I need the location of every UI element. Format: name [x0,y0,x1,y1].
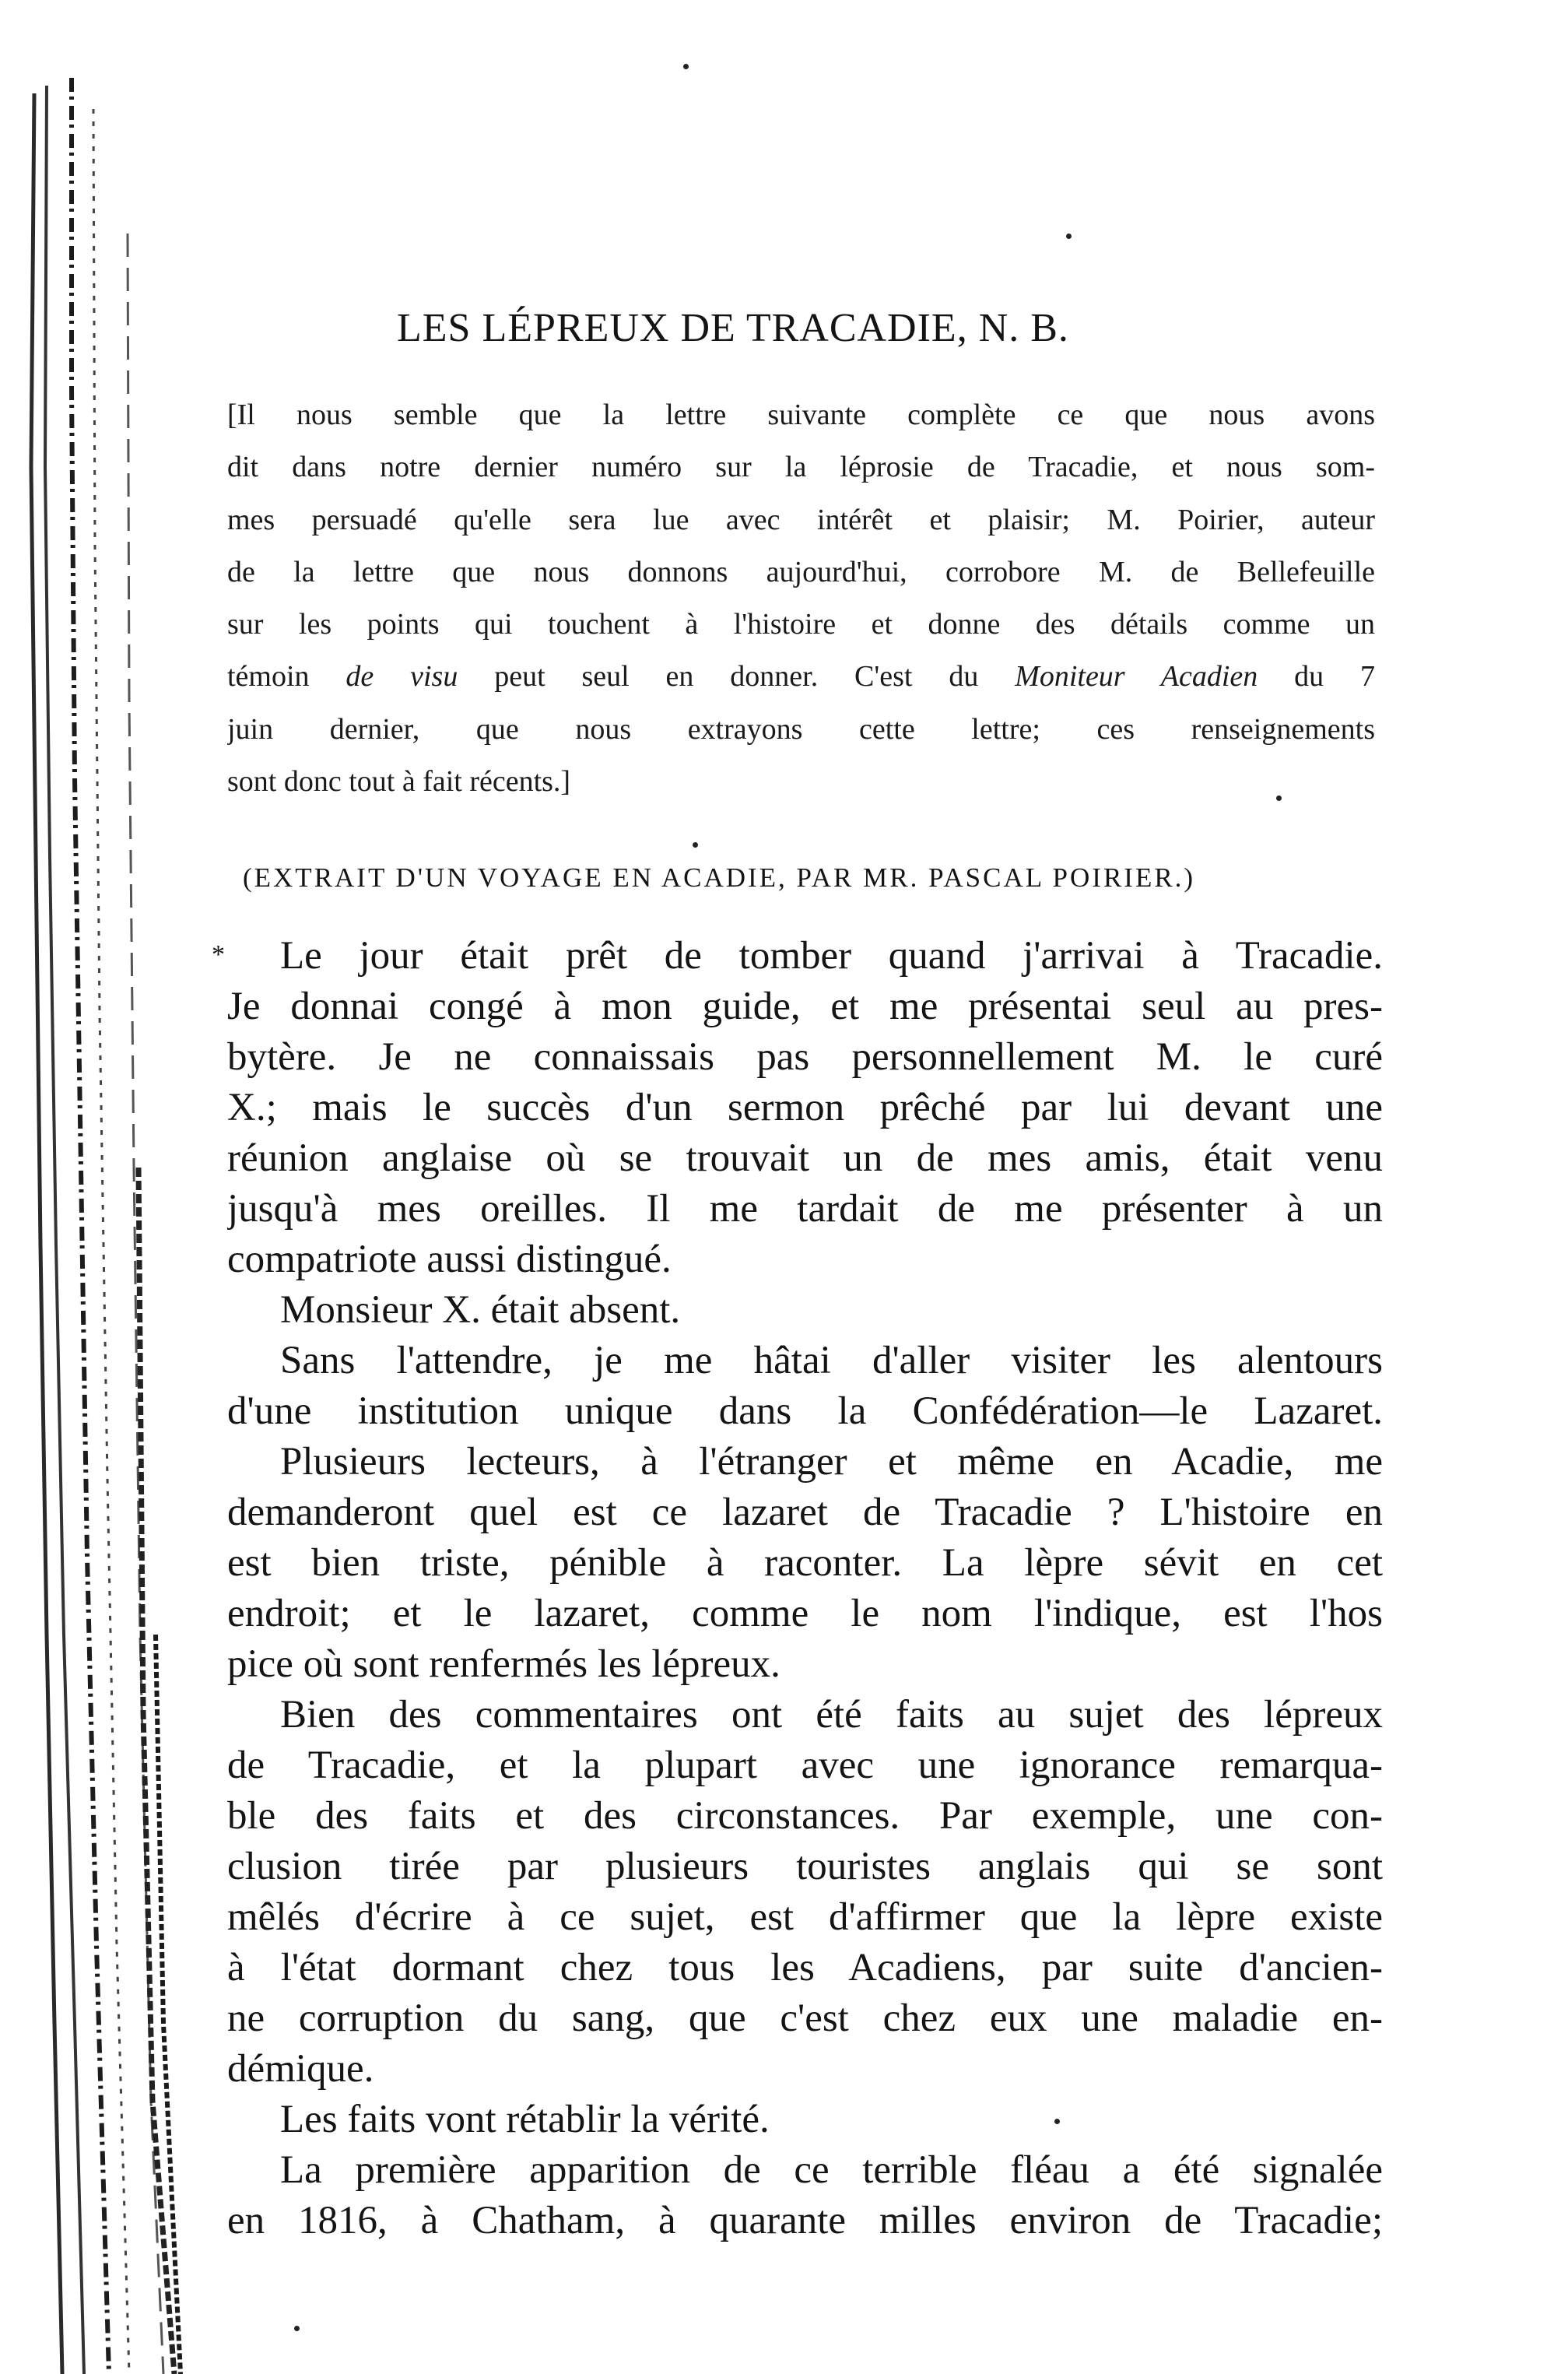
note-line: sont donc tout à fait récents.] [227,765,571,799]
ink-speck [693,842,698,848]
body-line: démique. [227,2047,374,2091]
note-line: de la lettre que nous donnons aujourd'hui, corrobore M. de Bellefeuille [227,555,1375,588]
body-line: Le jour était prêt de tomber quand j'arrivai à Tracadie. [280,934,1383,978]
editorial-note [227,389,1375,808]
body-line: Sans l'attendre, je me hâtai d'aller visiter les alentours [280,1339,1383,1382]
body-line: est bien triste, pénible à raconter. La lèpre sévit en cet [227,1541,1383,1585]
note-line: juin dernier, que nous extrayons cette lettre; ces renseignements [227,712,1375,746]
article-body [227,931,1383,2246]
note-line: [Il nous semble que la lettre suivante complète ce que nous avons [227,399,1375,431]
note-text: témoin [227,660,346,694]
body-line: d'une institution unique dans la Confédération—le Lazaret. [227,1389,1383,1433]
body-line: endroit; et le lazaret, comme le nom l'indique, est l'hos [227,1592,1383,1635]
italic-phrase: de visu [346,660,458,694]
body-line: jusqu'à mes oreilles. Il me tardait de me présenter à un [227,1187,1383,1231]
page-title: LES LÉPREUX DE TRACADIE, N. B. [397,306,1069,350]
paragraph-marker: * [212,940,225,969]
note-line-with-italics [227,651,1375,703]
note-text: du 7 [1258,660,1375,694]
ink-speck [1066,234,1072,239]
body-line: X.; mais le succès d'un sermon prêché par lui devant une [227,1086,1383,1129]
note-text: peut seul en donner. C'est du [458,660,1016,694]
note-line: mes persuadé qu'elle sera lue avec intérêt et plaisir; M. Poirier, auteur [227,503,1375,536]
extract-heading: (EXTRAIT D'UN VOYAGE EN ACADIE, PAR MR. PASCAL POIRIER.) [243,862,1196,893]
body-line: de Tracadie, et la plupart avec une ignorance remarqua- [227,1744,1383,1787]
body-line: La première apparition de ce terrible fléau a été signalée [280,2148,1383,2192]
body-line: ne corruption du sang, que c'est chez eux une maladie en- [227,1996,1383,2040]
note-line: dit dans notre dernier numéro sur la léprosie de Tracadie, et nous som- [227,451,1375,484]
body-line: Monsieur X. était absent. [280,1288,681,1332]
body-line: Je donnai congé à mon guide, et me présentai seul au pres- [227,985,1383,1028]
body-line: Bien des commentaires ont été faits au sujet des lépreux [280,1693,1383,1737]
body-line: à l'état dormant chez tous les Acadiens, par suite d'ancien- [227,1946,1383,1989]
body-line: Plusieurs lecteurs, à l'étranger et même en Acadie, me [280,1440,1383,1484]
italic-newspaper-title: Moniteur Acadien [1015,660,1258,694]
body-line: réunion anglaise où se trouvait un de mes amis, était venu [227,1136,1383,1180]
body-line: ble des faits et des circonstances. Par exemple, une con- [227,1794,1383,1838]
page-binding-edge [0,0,195,2374]
ink-speck [683,64,689,69]
body-line: mêlés d'écrire à ce sujet, est d'affirmer que la lèpre existe [227,1895,1383,1939]
body-line: Les faits vont rétablir la vérité. [280,2098,770,2141]
body-line: en 1816, à Chatham, à quarante milles environ de Tracadie; [227,2199,1383,2242]
ink-speck [294,2326,300,2331]
note-line: sur les points qui touchent à l'histoire et donne des détails comme un [227,608,1375,641]
body-line: pice où sont renfermés les lépreux. [227,1642,780,1686]
body-line: demanderont quel est ce lazaret de Tracadie ? L'histoire en [227,1491,1383,1534]
body-line: clusion tirée par plusieurs touristes anglais qui se sont [227,1845,1383,1888]
body-line: bytère. Je ne connaissais pas personnellement M. le curé [227,1035,1383,1079]
body-line: compatriote aussi distingué. [227,1238,672,1281]
